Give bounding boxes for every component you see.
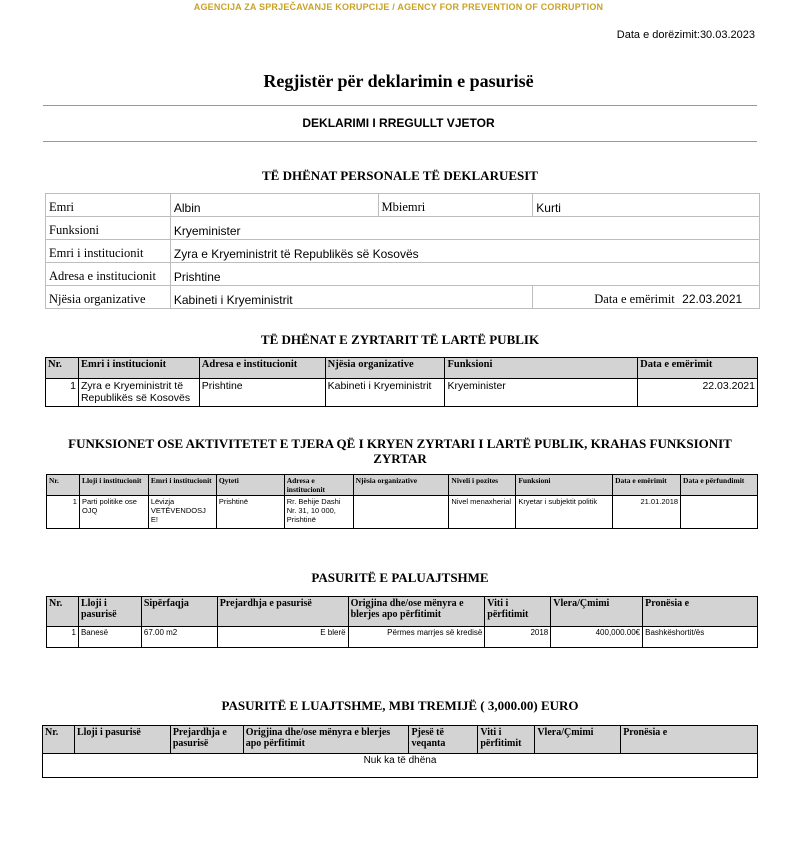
col-header: Origjina dhe/ose mënyra e blerjes apo përfitimit — [243, 726, 409, 754]
function-value: Kryeminister — [170, 217, 759, 240]
table-header-row — [47, 597, 758, 627]
cell — [353, 496, 449, 529]
col-header: Adresa e institucionit — [199, 358, 325, 379]
functions-section-title: FUNKSIONET OSE AKTIVITETET E TJERA QË I KRYEN ZYRTARI I LARTË PUBLIK, KRAHAS FUNKSIONIT ZYRTAR — [68, 436, 732, 466]
title-divider — [43, 105, 757, 106]
table-row — [46, 194, 760, 217]
col-header: Pronësia e — [643, 597, 758, 627]
no-data-message: Nuk ka të dhëna — [43, 754, 758, 778]
col-header: Vlera/Çmimi — [535, 726, 621, 754]
cell: 2018 — [485, 627, 551, 648]
immovable-section-title: PASURITË E PALUAJTSHME — [311, 570, 489, 585]
official-section-title: TË DHËNAT E ZYRTARIT TË LARTË PUBLIK — [260, 332, 540, 347]
table-row — [46, 286, 760, 309]
col-header: Nr. — [47, 597, 79, 627]
surname-label: Mbiemri — [378, 194, 533, 217]
col-header: Pronësia e — [621, 726, 758, 754]
table-row — [46, 379, 758, 407]
col-header: Adresa e institucionit — [284, 475, 353, 496]
cell: Nivel menaxherial — [449, 496, 516, 529]
cell: 1 — [46, 379, 79, 407]
cell: Kryetar i subjektit politik — [516, 496, 613, 529]
table-row — [46, 240, 760, 263]
col-header: Funksioni — [445, 358, 638, 379]
cell: 21.01.2018 — [613, 496, 681, 529]
immovable-assets-table — [46, 596, 758, 648]
col-header: Prejardhja e pasurisë — [170, 726, 243, 754]
agency-header: AGENCIJA ZA SPRJEČAVANJE KORUPCIJE / AGENCY FOR PREVENTION OF CORRUPTION — [193, 2, 604, 12]
col-header: Emri i institucionit — [148, 475, 216, 496]
table-header-row — [46, 358, 758, 379]
movable-assets-table — [42, 725, 758, 778]
col-header: Nr. — [43, 726, 75, 754]
address-label: Adresa e institucionit — [46, 263, 171, 286]
col-header: Data e përfundimit — [681, 475, 758, 496]
col-header: Prejardhja e pasurisë — [217, 597, 348, 627]
surname-value: Kurti — [533, 194, 760, 217]
address-value: Prishtine — [170, 263, 759, 286]
institution-label: Emri i institucionit — [46, 240, 171, 263]
table-row — [46, 263, 760, 286]
cell: Rr. Behije Dashi Nr. 31, 10 000, Prishtinë — [284, 496, 353, 529]
col-header: Pjesë të veqanta — [409, 726, 478, 754]
col-header: Qyteti — [216, 475, 284, 496]
official-table — [45, 357, 758, 407]
cell: Zyra e Kryeministrit të Republikës së Kosovës — [78, 379, 199, 407]
table-row — [47, 496, 758, 529]
cell: Prishtinë — [216, 496, 284, 529]
cell: E blerë — [217, 627, 348, 648]
table-row — [46, 217, 760, 240]
col-header: Njësia organizative — [353, 475, 449, 496]
cell — [681, 496, 758, 529]
col-header: Njësia organizative — [325, 358, 445, 379]
table-row — [47, 627, 758, 648]
cell: 67.00 m2 — [141, 627, 217, 648]
movable-section-title: PASURITË E LUAJTSHME, MBI TREMIJË ( 3,000.00) EURO — [221, 698, 579, 713]
col-header: Funksioni — [516, 475, 613, 496]
cell: 1 — [47, 627, 79, 648]
submission-date: Data e dorëzimit:30.03.2023 — [616, 29, 755, 41]
name-value: Albin — [170, 194, 378, 217]
col-header: Origjina dhe/ose mënyra e blerjes apo përfitimit — [348, 597, 485, 627]
page-subtitle: DEKLARIMI I RREGULLT VJETOR — [302, 116, 495, 130]
cell: Prishtine — [199, 379, 325, 407]
cell: Kryeminister — [445, 379, 638, 407]
cell: 22.03.2021 — [638, 379, 758, 407]
cell: Parti politike ose OJQ — [79, 496, 148, 529]
col-header: Data e emërimit — [613, 475, 681, 496]
subtitle-divider — [43, 141, 757, 142]
col-header: Sipërfaqja — [141, 597, 217, 627]
cell: Banesë — [78, 627, 141, 648]
col-header: Lloji i institucionit — [79, 475, 148, 496]
appointment-cell — [533, 286, 760, 309]
table-row — [43, 754, 758, 778]
unit-value: Kabineti i Kryeministrit — [170, 286, 532, 309]
personal-data-table — [45, 193, 760, 309]
cell: 1 — [47, 496, 80, 529]
personal-section-title: TË DHËNAT PERSONALE TË DEKLARUESIT — [262, 168, 538, 183]
institution-value: Zyra e Kryeministrit të Republikës së Kosovës — [170, 240, 759, 263]
col-header: Nr. — [46, 358, 79, 379]
cell: 400,000.00€ — [551, 627, 643, 648]
col-header: Niveli i pozites — [449, 475, 516, 496]
col-header: Nr. — [47, 475, 80, 496]
col-header: Data e emërimit — [638, 358, 758, 379]
functions-table — [46, 474, 758, 529]
col-header: Lloji i pasurisë — [74, 726, 170, 754]
cell: Lëvizja VETËVENDOSJ E! — [148, 496, 216, 529]
col-header: Lloji i pasurisë — [78, 597, 141, 627]
unit-label: Njësia organizative — [46, 286, 171, 309]
col-header: Viti i përfitimit — [478, 726, 535, 754]
page-title: Regjistër për deklarimin e pasurisë — [263, 71, 534, 91]
cell: Kabineti i Kryeministrit — [325, 379, 445, 407]
name-label: Emri — [46, 194, 171, 217]
appointment-label: Data e emërimit — [594, 292, 675, 306]
col-header: Emri i institucionit — [78, 358, 199, 379]
function-label: Funksioni — [46, 217, 171, 240]
table-header-row — [43, 726, 758, 754]
table-header-row — [47, 475, 758, 496]
col-header: Vlera/Çmimi — [551, 597, 643, 627]
cell: Bashkëshortit/ës — [643, 627, 758, 648]
cell: Përmes marrjes së kredisë — [348, 627, 485, 648]
col-header: Viti i përfitimit — [485, 597, 551, 627]
appointment-value: 22.03.2021 — [682, 292, 743, 306]
